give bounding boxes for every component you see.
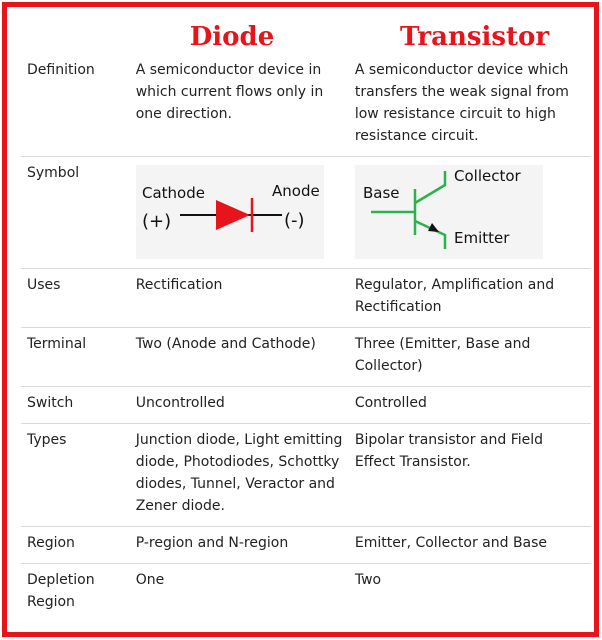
- collector-label: Collector: [453, 167, 521, 185]
- diode-cell: Rectification: [135, 277, 223, 293]
- transistor-symbol-cell: [349, 157, 591, 269]
- row-label: Symbol: [27, 165, 80, 181]
- row-label: Switch: [27, 395, 74, 411]
- table-row: [21, 387, 591, 424]
- table-row: [21, 157, 591, 269]
- comparison-table: [21, 54, 591, 622]
- table-row: [21, 269, 591, 328]
- transistor-cell: Regulator, Amplification and Rectification: [354, 277, 555, 315]
- table-row: [21, 54, 591, 157]
- row-label: Uses: [27, 277, 61, 293]
- diode-symbol-image: [136, 165, 324, 259]
- table-row: [21, 564, 591, 623]
- transistor-cell: Three (Emitter, Base and Collector): [354, 336, 531, 374]
- row-label: Types: [27, 432, 67, 448]
- diode-triangle-icon: [216, 200, 250, 230]
- row-label: Depletion Region: [27, 572, 95, 610]
- table-row: [21, 328, 591, 387]
- plus-label: (+): [141, 211, 171, 232]
- transistor-cell: A semiconductor device which transfers the weak signal from low resistance circuit to high resistance circuit.: [354, 62, 569, 144]
- table-row: [21, 527, 591, 564]
- row-label: Region: [27, 535, 75, 551]
- transistor-header: Transistor: [399, 22, 550, 52]
- diode-cell: One: [135, 572, 165, 588]
- diode-cell: A semiconductor device in which current flows only in one direction.: [135, 62, 324, 122]
- transistor-symbol-image: [355, 165, 543, 259]
- table-row: [21, 424, 591, 527]
- diode-cell: Uncontrolled: [135, 395, 225, 411]
- anode-label: Anode: [271, 182, 320, 200]
- row-label: Definition: [27, 62, 95, 78]
- diode-cell: P-region and N-region: [135, 535, 289, 551]
- cathode-label: Cathode: [141, 184, 205, 202]
- diode-symbol-cell: [130, 157, 349, 269]
- comparison-frame: [2, 2, 599, 637]
- transistor-cell: Controlled: [354, 395, 427, 411]
- diode-cell: Two (Anode and Cathode): [135, 336, 316, 352]
- row-label: Terminal: [27, 336, 87, 352]
- minus-label: (-): [283, 210, 305, 231]
- base-label: Base: [362, 184, 400, 202]
- emitter-label: Emitter: [453, 229, 510, 247]
- diode-header: Diode: [189, 22, 275, 52]
- transistor-cell: Emitter, Collector and Base: [354, 535, 548, 551]
- transistor-cell: Two: [354, 572, 382, 588]
- transistor-cell: Bipolar transistor and Field Effect Transistor.: [354, 432, 544, 470]
- diode-cell: Junction diode, Light emitting diode, Photodiodes, Schottky diodes, Tunnel, Veractor and Zener diode.: [135, 432, 343, 514]
- transistor-lines-icon: [371, 171, 445, 249]
